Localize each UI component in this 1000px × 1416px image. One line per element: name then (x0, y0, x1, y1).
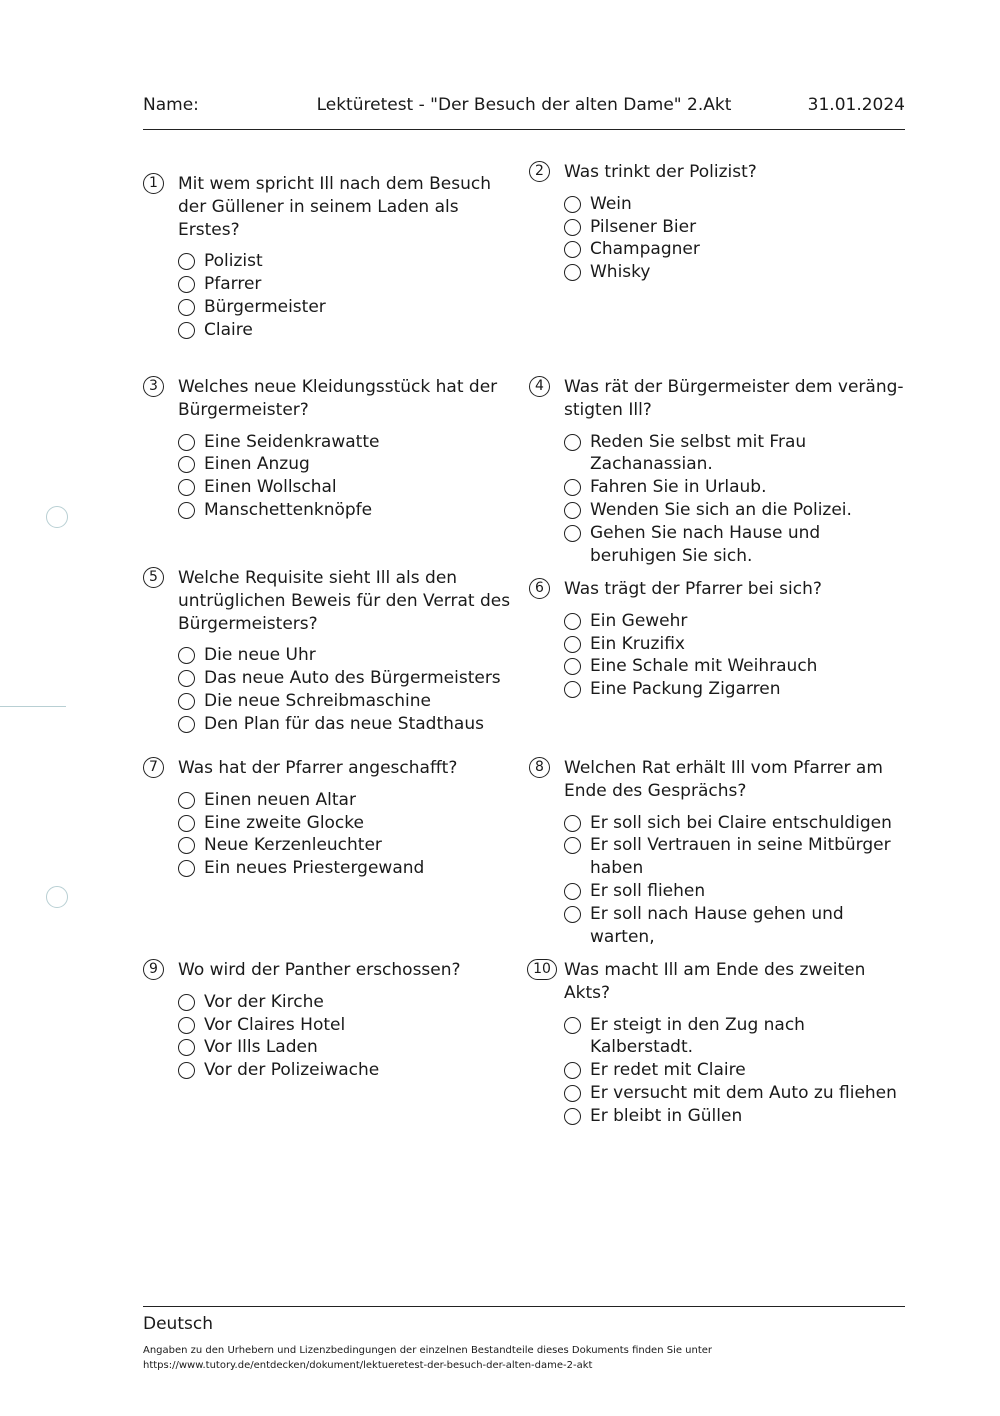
question-number: 3 (143, 376, 164, 397)
answer-option[interactable] (564, 633, 909, 656)
question-text: Welche Requisite sieht Ill als den untrüglichen Beweis für den Verrat des Bürgermeisters? (178, 568, 511, 634)
option-label: Einen neuen Altar (204, 789, 356, 810)
header-divider (143, 129, 905, 130)
radio-circle-icon[interactable] (178, 670, 195, 687)
question-number: 2 (529, 161, 550, 182)
radio-circle-icon[interactable] (564, 681, 581, 698)
answer-option[interactable] (178, 476, 523, 499)
answer-option[interactable] (564, 238, 909, 261)
question-number: 7 (143, 757, 164, 778)
option-label: Er versucht mit dem Auto zu fliehen (590, 1082, 897, 1103)
radio-circle-icon[interactable] (564, 241, 581, 258)
answer-option[interactable] (564, 903, 909, 949)
radio-circle-icon[interactable] (178, 1039, 195, 1056)
answer-option[interactable] (178, 991, 523, 1014)
radio-circle-icon[interactable] (564, 196, 581, 213)
radio-circle-icon[interactable] (178, 837, 195, 854)
answer-option[interactable] (178, 319, 523, 342)
question-text: Mit wem spricht Ill nach dem Besuch der Güllener in seinem Laden als Erstes? (178, 174, 492, 240)
question-number: 8 (529, 757, 550, 778)
answer-option[interactable] (564, 193, 909, 216)
option-label: Eine zweite Glocke (204, 812, 364, 833)
option-label: Er soll Vertrauen in seine Mitbürger haben (590, 835, 891, 879)
option-label: Vor der Kirche (204, 991, 324, 1012)
answer-option[interactable] (178, 1059, 523, 1082)
question-number: 5 (143, 567, 164, 588)
question-number: 1 (143, 173, 164, 194)
question-text: Was hat der Pfarrer angeschafft? (178, 758, 458, 778)
footer-license-note (143, 1343, 905, 1373)
radio-circle-icon[interactable] (178, 860, 195, 877)
date-label: 31.01.2024 (807, 95, 905, 115)
option-label: Claire (204, 319, 253, 340)
answer-option[interactable] (178, 713, 523, 736)
option-label: Vor der Polizeiwache (204, 1060, 380, 1081)
radio-circle-icon[interactable] (564, 219, 581, 236)
radio-circle-icon[interactable] (564, 525, 581, 542)
option-label: Eine Schale mit Weihrauch (590, 656, 818, 677)
radio-circle-icon[interactable] (178, 1017, 195, 1034)
question-number: 4 (529, 376, 550, 397)
answer-option[interactable] (178, 250, 523, 273)
question-2 (535, 161, 909, 284)
answer-option[interactable] (178, 667, 523, 690)
radio-circle-icon[interactable] (178, 299, 195, 316)
answer-option[interactable] (178, 273, 523, 296)
radio-circle-icon[interactable] (178, 502, 195, 519)
answer-option[interactable] (178, 789, 523, 812)
option-label: Einen Anzug (204, 454, 310, 475)
answer-option[interactable] (564, 476, 909, 499)
option-label: Das neue Auto des Bürgermeisters (204, 668, 501, 689)
answer-option[interactable] (564, 522, 909, 568)
page-header (143, 95, 905, 119)
question-9 (149, 959, 523, 1082)
radio-circle-icon[interactable] (178, 276, 195, 293)
answer-option[interactable] (178, 296, 523, 319)
option-label: Die neue Uhr (204, 645, 316, 666)
option-label: Ein Kruzifix (590, 633, 685, 654)
question-number: 10 (527, 959, 557, 980)
radio-circle-icon[interactable] (564, 837, 581, 854)
option-label: Einen Wollschal (204, 477, 337, 498)
footer-note-text: Angaben zu den Urhebern und Lizenzbedingungen der einzelnen Bestandteile dieses Dokuments finden Sie unter (143, 1345, 713, 1356)
radio-circle-icon[interactable] (178, 693, 195, 710)
radio-circle-icon[interactable] (178, 322, 195, 339)
radio-circle-icon[interactable] (178, 815, 195, 832)
radio-circle-icon[interactable] (178, 456, 195, 473)
answer-option[interactable] (564, 812, 909, 835)
option-label: Reden Sie selbst mit Frau Zachanassian. (590, 431, 807, 475)
answer-option[interactable] (564, 834, 909, 880)
question-text: Welches neue Kleidungsstück hat der Bürgermeister? (178, 377, 498, 420)
radio-circle-icon[interactable] (564, 815, 581, 832)
radio-circle-icon[interactable] (178, 994, 195, 1011)
answer-option[interactable] (564, 1059, 909, 1082)
radio-circle-icon[interactable] (564, 479, 581, 496)
radio-circle-icon[interactable] (564, 1062, 581, 1079)
answer-option[interactable] (564, 216, 909, 239)
option-label: Ein Gewehr (590, 610, 688, 631)
answer-option[interactable] (564, 655, 909, 678)
option-label: Neue Kerzenleuchter (204, 835, 382, 856)
question-1 (149, 173, 523, 342)
answer-option[interactable] (178, 644, 523, 667)
option-label: Champagner (590, 239, 700, 260)
answer-option[interactable] (564, 1105, 909, 1128)
answer-option[interactable] (178, 690, 523, 713)
answer-option[interactable] (178, 1036, 523, 1059)
option-label: Bürgermeister (204, 296, 326, 317)
option-label: Er bleibt in Güllen (590, 1105, 743, 1126)
option-label: Polizist (204, 251, 263, 272)
page-title: Lektüretest - "Der Besuch der alten Dame" 2.Akt (316, 95, 732, 115)
radio-circle-icon[interactable] (564, 658, 581, 675)
answer-option[interactable] (178, 499, 523, 522)
option-label: Pfarrer (204, 274, 262, 295)
answer-option[interactable] (564, 431, 909, 477)
punch-hole-mark (46, 506, 68, 528)
option-label: Eine Seidenkrawatte (204, 431, 380, 452)
option-label: Vor Claires Hotel (204, 1014, 346, 1035)
radio-circle-icon[interactable] (178, 253, 195, 270)
radio-circle-icon[interactable] (564, 883, 581, 900)
question-text: Wo wird der Panther erschossen? (178, 960, 461, 980)
question-5 (149, 567, 523, 736)
radio-circle-icon[interactable] (564, 636, 581, 653)
radio-circle-icon[interactable] (178, 434, 195, 451)
answer-option[interactable] (178, 834, 523, 857)
option-label: Er soll nach Hause gehen und warten, (590, 903, 844, 947)
question-number: 9 (143, 959, 164, 980)
radio-circle-icon[interactable] (178, 716, 195, 733)
radio-circle-icon[interactable] (564, 1085, 581, 1102)
name-label: Name: (143, 95, 199, 115)
fold-mark (0, 706, 66, 707)
answer-option[interactable] (178, 431, 523, 454)
radio-circle-icon[interactable] (178, 479, 195, 496)
radio-circle-icon[interactable] (564, 1017, 581, 1034)
answer-option[interactable] (178, 453, 523, 476)
option-label: Wenden Sie sich an die Polizei. (590, 499, 852, 520)
option-label: Wein (590, 193, 632, 214)
radio-circle-icon[interactable] (178, 792, 195, 809)
question-6 (535, 578, 909, 701)
question-text: Was macht Ill am Ende des zweiten Akts? (564, 960, 866, 1003)
question-10 (533, 959, 909, 1128)
footer-subject: Deutsch (143, 1314, 213, 1334)
radio-circle-icon[interactable] (564, 613, 581, 630)
option-label: Whisky (590, 262, 651, 283)
option-label: Er soll sich bei Claire entschuldigen (590, 812, 892, 833)
footer-divider (143, 1306, 905, 1307)
answer-option[interactable] (564, 880, 909, 903)
radio-circle-icon[interactable] (178, 1062, 195, 1079)
answer-option[interactable] (564, 610, 909, 633)
question-text: Was trinkt der Polizist? (564, 162, 757, 182)
footer-url[interactable]: https://www.tutory.de/entdecken/dokument/lektueretest-der-besuch-der-alten-dame-2-akt (143, 1360, 593, 1371)
option-label: Pilsener Bier (590, 216, 697, 237)
option-label: Fahren Sie in Urlaub. (590, 477, 767, 498)
question-4 (535, 376, 909, 567)
answer-option[interactable] (564, 1014, 909, 1060)
answer-option[interactable] (178, 812, 523, 835)
option-label: Vor Ills Laden (204, 1037, 318, 1058)
question-number: 6 (529, 578, 550, 599)
punch-hole-mark (46, 886, 68, 908)
option-label: Den Plan für das neue Stadthaus (204, 713, 484, 734)
question-7 (149, 757, 523, 880)
question-8 (535, 757, 909, 948)
option-label: Er steigt in den Zug nach Kalberstadt. (590, 1014, 805, 1058)
question-3 (149, 376, 523, 522)
question-text: Was rät der Bürgermeister dem verängstigten Ill? (564, 377, 904, 420)
option-label: Gehen Sie nach Hause und beruhigen Sie sich. (590, 522, 821, 566)
question-text: Welchen Rat erhält Ill vom Pfarrer am Ende des Gesprächs? (564, 758, 883, 801)
option-label: Manschettenknöpfe (204, 499, 373, 520)
answer-option[interactable] (564, 1082, 909, 1105)
radio-circle-icon[interactable] (564, 1108, 581, 1125)
answer-option[interactable] (564, 261, 909, 284)
radio-circle-icon[interactable] (564, 434, 581, 451)
radio-circle-icon[interactable] (564, 502, 581, 519)
option-label: Eine Packung Zigarren (590, 679, 781, 700)
option-label: Ein neues Priestergewand (204, 858, 425, 879)
answer-option[interactable] (564, 678, 909, 701)
question-text: Was trägt der Pfarrer bei sich? (564, 579, 822, 599)
radio-circle-icon[interactable] (564, 264, 581, 281)
option-label: Er redet mit Claire (590, 1060, 746, 1081)
radio-circle-icon[interactable] (564, 906, 581, 923)
answer-option[interactable] (178, 857, 523, 880)
answer-option[interactable] (564, 499, 909, 522)
answer-option[interactable] (178, 1014, 523, 1037)
radio-circle-icon[interactable] (178, 647, 195, 664)
option-label: Er soll fliehen (590, 880, 706, 901)
option-label: Die neue Schreibmaschine (204, 690, 431, 711)
